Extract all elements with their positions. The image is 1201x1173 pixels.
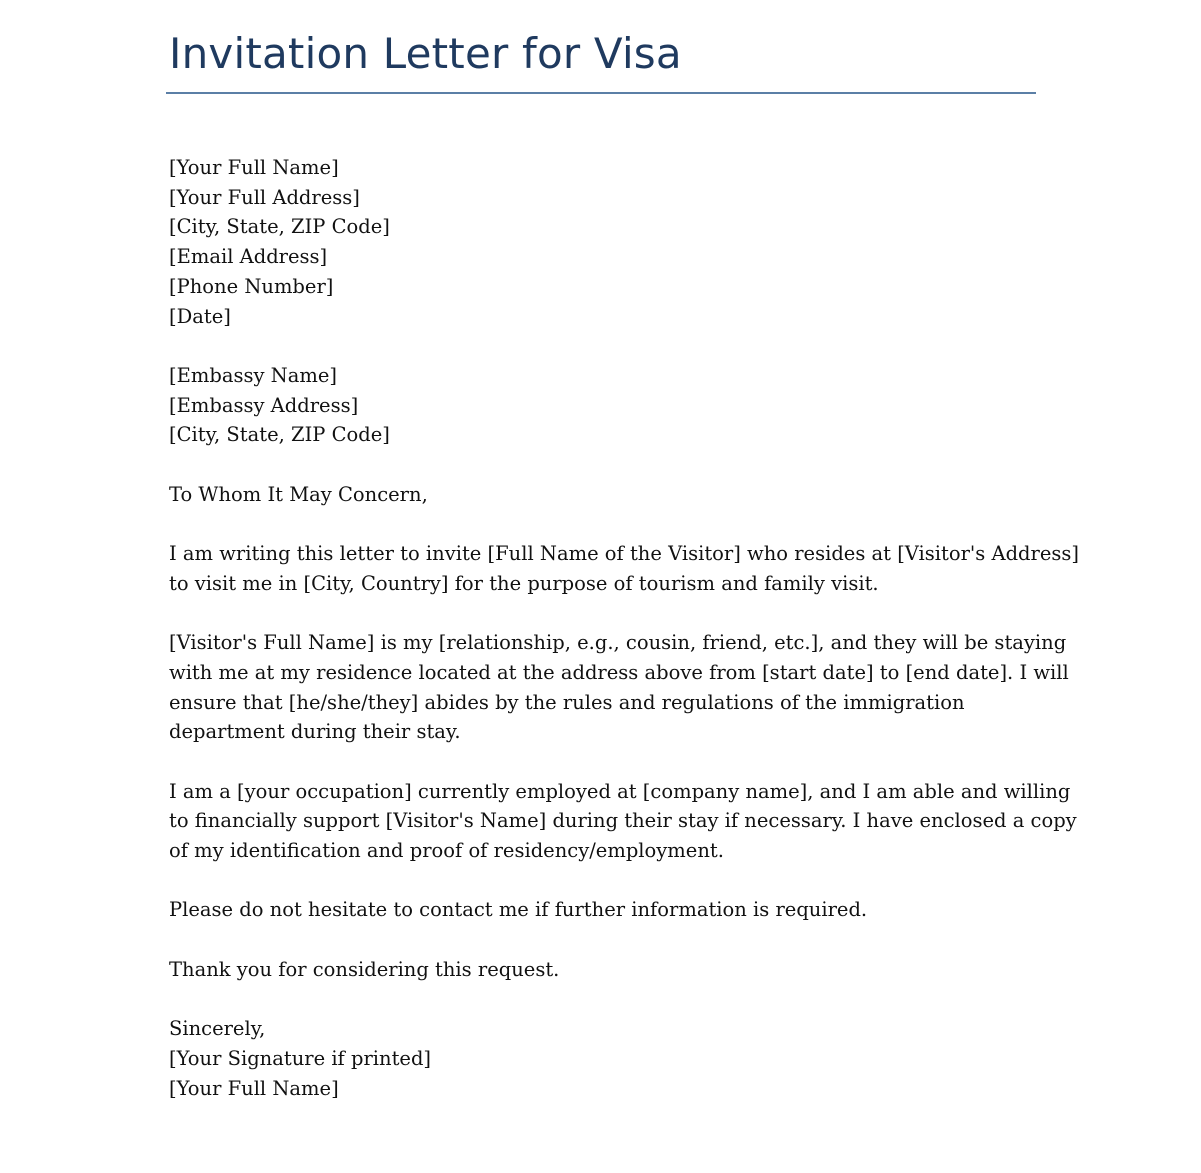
sender-email: [Email Address] — [169, 245, 328, 269]
letter-date: [Date] — [169, 304, 231, 328]
paragraph-line: to visit me in [City, Country] for the purpose of tourism and family visit. — [169, 571, 879, 595]
salutation — [169, 480, 1039, 510]
sender-block — [169, 153, 1039, 331]
paragraph-line: I am writing this letter to invite [Full Name of the Visitor] who resides at [Visitor's Address] — [169, 542, 1080, 566]
embassy-city-state-zip: [City, State, ZIP Code] — [169, 423, 390, 447]
closing-name: [Your Full Name] — [169, 1076, 339, 1100]
paragraph-contact — [169, 895, 1039, 925]
paragraph-line: to financially support [Visitor's Name] during their stay if necessary. I have enclosed a copy — [169, 809, 1077, 833]
sender-city-state-zip: [City, State, ZIP Code] — [169, 215, 390, 239]
sender-phone: [Phone Number] — [169, 274, 334, 298]
paragraph-relationship — [169, 628, 1069, 747]
signature-placeholder: [Your Signature if printed] — [169, 1046, 432, 1070]
paragraph-line: [Visitor's Full Name] is my [relationship, e.g., cousin, friend, etc.], and they will be staying — [169, 631, 1067, 655]
salutation-text: To Whom It May Concern, — [169, 482, 428, 506]
paragraph-line: department during their stay. — [169, 720, 461, 744]
recipient-block — [169, 361, 1039, 450]
closing-block — [169, 1014, 1039, 1103]
paragraph-thanks — [169, 955, 1039, 985]
letter-body — [169, 153, 1080, 1133]
paragraph-invitation — [169, 539, 1080, 598]
sender-address: [Your Full Address] — [169, 185, 360, 209]
valediction: Sincerely, — [169, 1017, 266, 1041]
sender-name: [Your Full Name] — [169, 156, 339, 179]
paragraph-line: Thank you for considering this request. — [169, 957, 560, 981]
embassy-address: [Embassy Address] — [169, 393, 359, 417]
paragraph-financial-support — [169, 777, 1077, 866]
document-title: Invitation Letter for Visa — [169, 29, 682, 78]
paragraph-line: Please do not hesitate to contact me if further information is required. — [169, 898, 868, 922]
embassy-name: [Embassy Name] — [169, 363, 337, 387]
paragraph-line: of my identification and proof of residency/employment. — [169, 839, 724, 863]
paragraph-line: I am a [your occupation] currently employed at [company name], and I am able and willing — [169, 779, 1071, 803]
paragraph-line: ensure that [he/she/they] abides by the rules and regulations of the immigration — [169, 690, 965, 714]
paragraph-line: with me at my residence located at the address above from [start date] to [end date]. I will — [169, 660, 1069, 684]
title-underline — [166, 92, 1036, 94]
